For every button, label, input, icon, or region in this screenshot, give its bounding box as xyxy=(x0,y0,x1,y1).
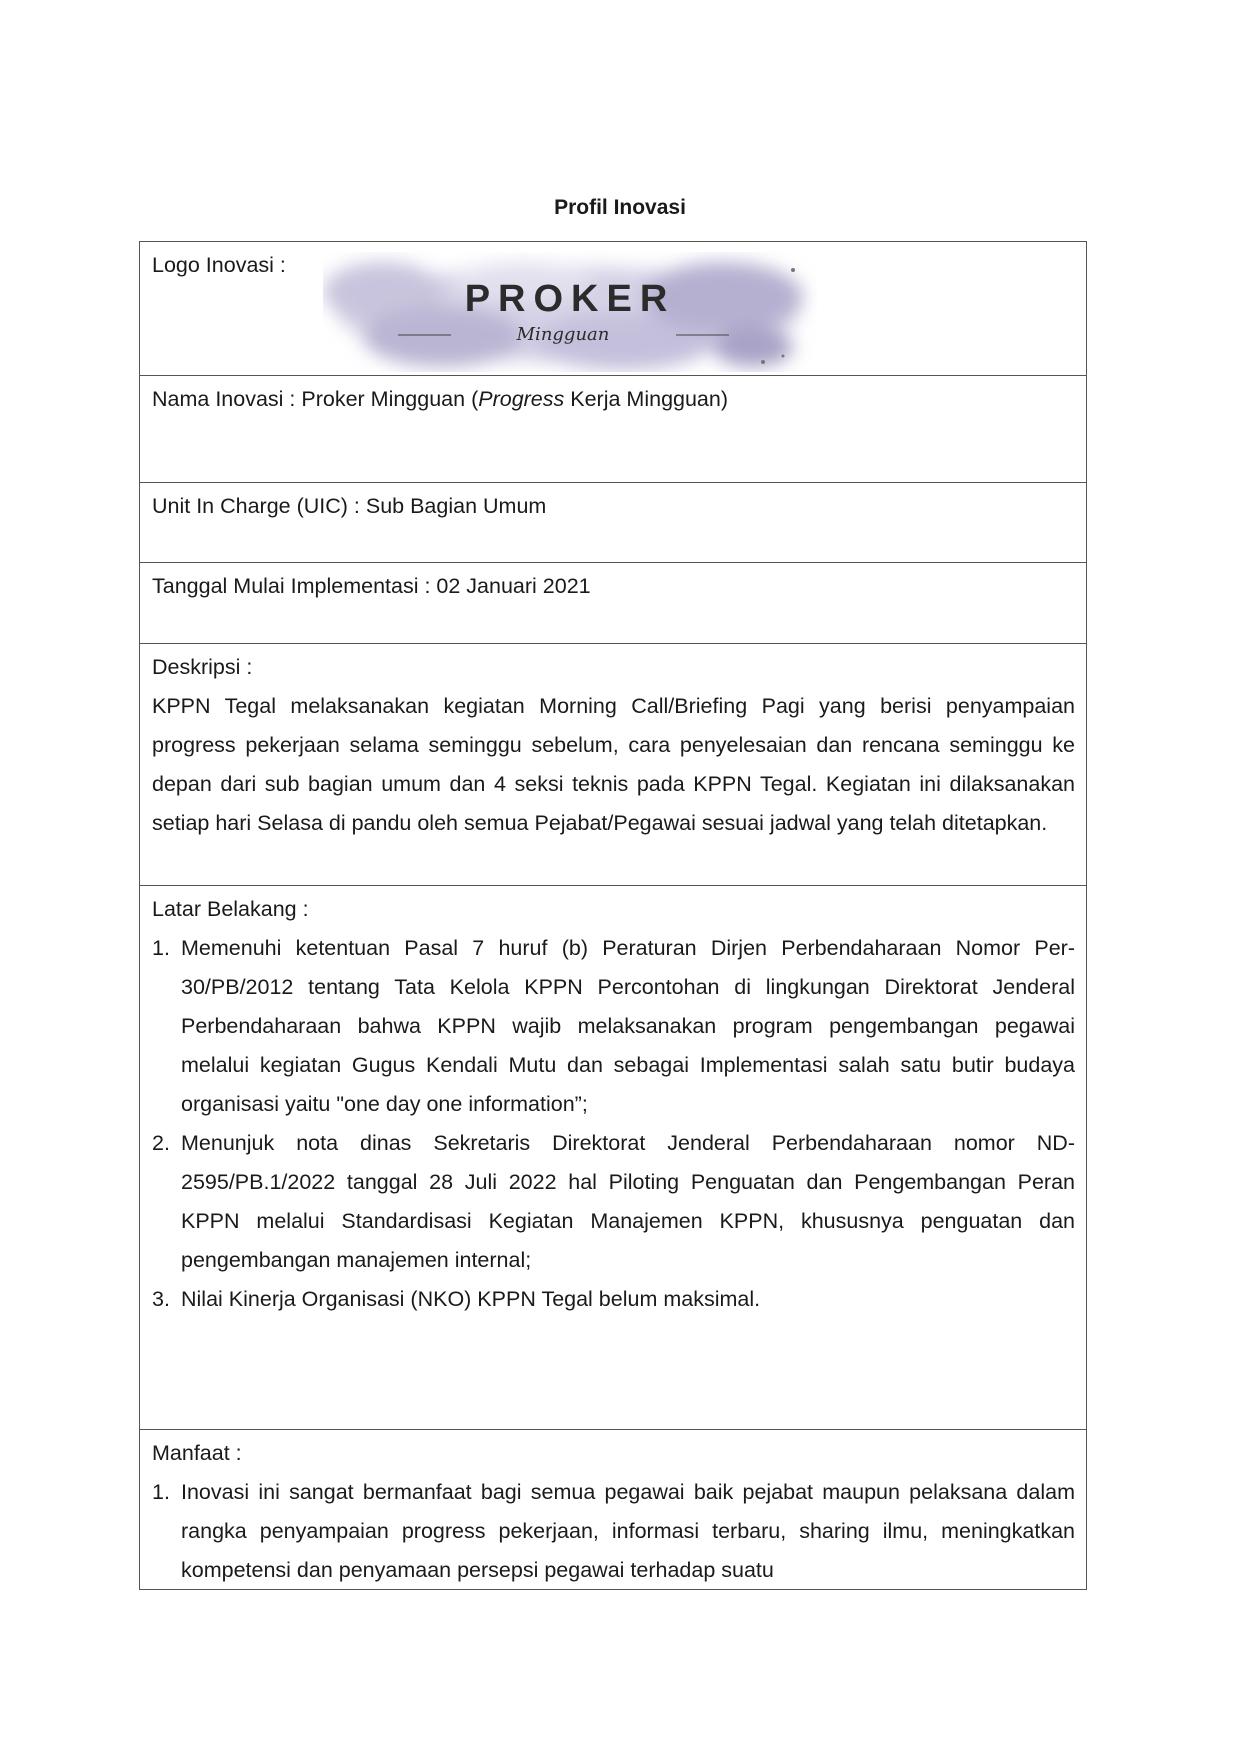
logo-cell xyxy=(140,242,1086,376)
uic-cell xyxy=(140,483,1086,563)
proker-logo-image xyxy=(323,252,817,372)
background-cell xyxy=(140,886,1086,1430)
list-item-number: 3. xyxy=(152,1287,170,1311)
logo-brand-text: PROKER xyxy=(464,278,676,320)
list-item xyxy=(152,929,1075,1124)
background-label: Latar Belakang : xyxy=(152,897,309,921)
benefit-cell xyxy=(140,1430,1086,1590)
start-date-cell xyxy=(140,563,1086,644)
list-item-text: Memenuhi ketentuan Pasal 7 huruf (b) Peraturan Dirjen Perbendaharaan Nomor Per-30/PB/2012 tentang Tata Kelola KPPN Percontohan di lingkungan Direktorat Jenderal Perbendaharaan bahwa KPPN wajib melaksanakan program pengembangan pegawai melalui kegiatan Gugus Kendali Mutu dan sebagai Implementasi salah satu butir budaya organisasi yaitu "one day one information”; xyxy=(181,936,1075,1116)
list-item xyxy=(152,1473,1075,1590)
profile-table xyxy=(139,241,1087,1590)
innovation-name-prefix: Nama Inovasi : Proker Mingguan ( xyxy=(152,387,479,411)
description-label: Deskripsi : xyxy=(152,655,253,679)
description-cell xyxy=(140,644,1086,886)
background-list xyxy=(152,929,1075,1319)
start-date-text: Tanggal Mulai Implementasi : 02 Januari 2021 xyxy=(152,574,591,598)
innovation-name-suffix: Kerja Mingguan) xyxy=(564,387,729,411)
innovation-name-cell xyxy=(140,376,1086,483)
page-title: Profil Inovasi xyxy=(554,196,686,219)
list-item xyxy=(152,1280,1075,1319)
list-item-text: Inovasi ini sangat bermanfaat bagi semua pegawai baik pejabat maupun pelaksana dalam rangka penyampaian progress pekerjaan, informasi terbaru, sharing ilmu, meningkatkan kompetensi dan penyamaan persepsi pegawai terhadap suatu xyxy=(181,1480,1075,1582)
list-item-text: Menunjuk nota dinas Sekretaris Direktorat Jenderal Perbendaharaan nomor ND-2595/PB.1/2022 tanggal 28 Juli 2022 hal Piloting Penguatan dan Pengembangan Peran KPPN melalui Standardisasi Kegiatan Manajemen KPPN, khususnya penguatan dan pengembangan manajemen internal; xyxy=(181,1131,1075,1272)
innovation-name-italic: Progress xyxy=(478,387,565,411)
list-item-number: 1. xyxy=(152,936,170,960)
uic-text: Unit In Charge (UIC) : Sub Bagian Umum xyxy=(152,494,547,518)
benefit-label: Manfaat : xyxy=(152,1441,242,1465)
list-item-number: 2. xyxy=(152,1131,170,1155)
list-item-text: Nilai Kinerja Organisasi (NKO) KPPN Tegal belum maksimal. xyxy=(181,1287,761,1311)
list-item xyxy=(152,1124,1075,1280)
list-item-number: 1. xyxy=(152,1480,170,1504)
benefit-list xyxy=(152,1473,1075,1590)
description-text: KPPN Tegal melaksanakan kegiatan Morning Call/Briefing Pagi yang berisi penyampaian progress pekerjaan selama seminggu sebelum, cara penyelesaian dan rencana seminggu ke depan dari sub bagian umum dan 4 seksi teknis pada KPPN Tegal. Kegiatan ini dilaksanakan setiap hari Selasa di pandu oleh semua Pejabat/Pegawai sesuai jadwal yang telah ditetapkan. xyxy=(152,694,1075,835)
logo-script-text: Mingguan xyxy=(516,324,610,345)
logo-label: Logo Inovasi : xyxy=(152,253,286,277)
